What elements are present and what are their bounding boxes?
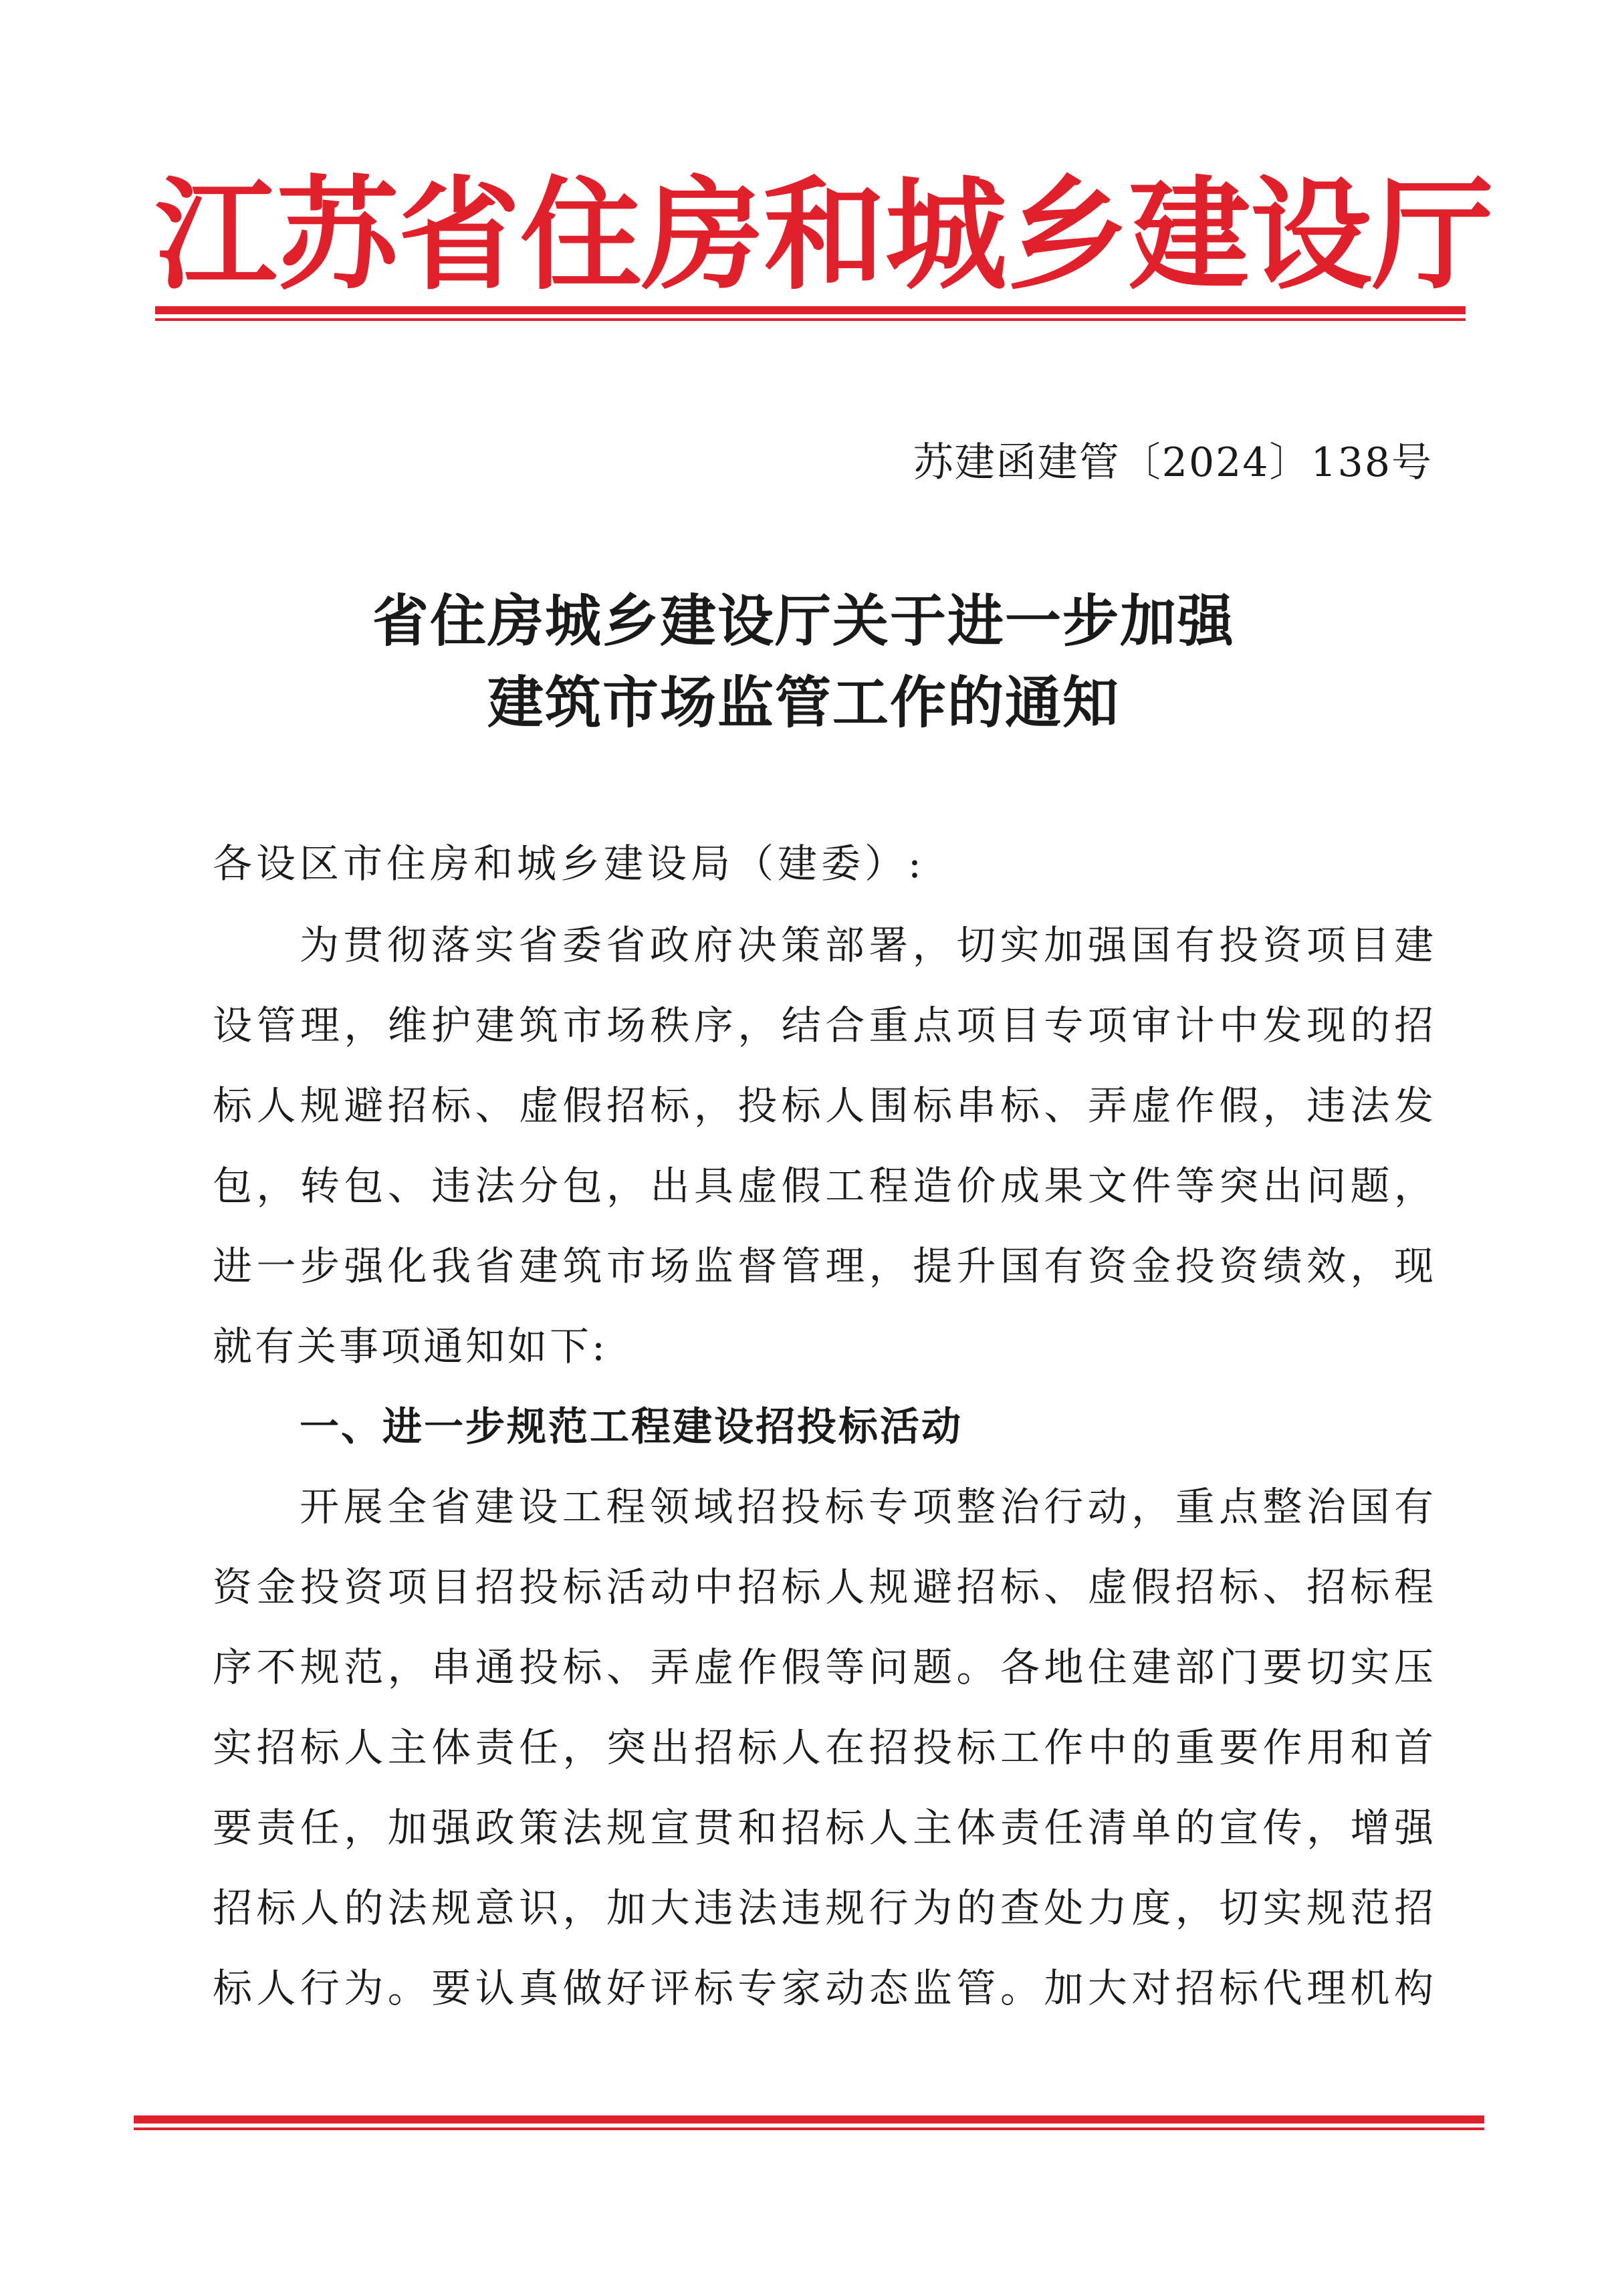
masthead-char: 建 [1129, 163, 1250, 306]
masthead-char: 苏 [277, 163, 398, 306]
footer-divider-thin [134, 2128, 1484, 2130]
title-line: 省住房城乡建设厅关于进一步加强 [372, 588, 1235, 654]
body-line: 就有关事项通知如下: [213, 1323, 608, 1369]
body-line: 标人行为。要认真做好评标专家动态监管。加大对招标代理机构 [213, 1965, 1436, 2011]
agency-masthead [155, 158, 1494, 312]
masthead-char: 住 [520, 163, 642, 306]
body-line: 标人规避招标、虚假招标，投标人围标串标、弄虚作假，违法发 [213, 1082, 1436, 1129]
section-heading: 一、进一步规范工程建设招投标活动 [300, 1403, 963, 1450]
document-title [155, 580, 1452, 743]
body-line: 为贯彻落实省委省政府决策部署，切实加强国有投资项目建 [300, 922, 1436, 968]
masthead-char: 设 [1250, 163, 1372, 306]
footer-divider-thick [134, 2115, 1484, 2123]
masthead-char: 江 [155, 163, 277, 306]
body-line: 资金投资项目招投标活动中招标人规避招标、虚假招标、招标程 [213, 1564, 1436, 1610]
body-line: 设管理，维护建筑市场秩序，结合重点项目专项审计中发现的招 [213, 1002, 1436, 1048]
header-divider-thin [155, 318, 1466, 321]
body-line: 开展全省建设工程领域招投标专项整治行动，重点整治国有 [300, 1484, 1436, 1530]
body-line: 要责任，加强政策法规宣贯和招标人主体责任清单的宣传，增强 [213, 1805, 1436, 1851]
title-line: 建筑市场监管工作的通知 [487, 670, 1120, 735]
masthead-char: 乡 [1007, 163, 1129, 306]
body-line: 实招标人主体责任，突出招标人在招投标工作中的重要作用和首 [213, 1724, 1436, 1770]
body-line: 包，转包、违法分包，出具虚假工程造价成果文件等突出问题， [213, 1163, 1436, 1209]
body-line: 进一步强化我省建筑市场监督管理，提升国有资金投资绩效，现 [213, 1243, 1436, 1289]
document-body [213, 919, 1436, 2042]
body-line: 招标人的法规意识，加大违法违规行为的查处力度，切实规范招 [213, 1885, 1436, 1931]
masthead-char: 和 [764, 163, 885, 306]
document-number: 苏建函建管〔2024〕138号 [913, 439, 1433, 486]
masthead-char: 城 [885, 163, 1007, 306]
masthead-char: 厅 [1372, 163, 1494, 306]
addressee: 各设区市住房和城乡建设局（建委）: [213, 840, 925, 887]
masthead-char: 省 [398, 163, 520, 306]
body-line: 序不规范，串通投标、弄虚作假等问题。各地住建部门要切实压 [213, 1644, 1436, 1690]
header-divider-thick [155, 306, 1466, 314]
masthead-char: 房 [642, 163, 764, 306]
